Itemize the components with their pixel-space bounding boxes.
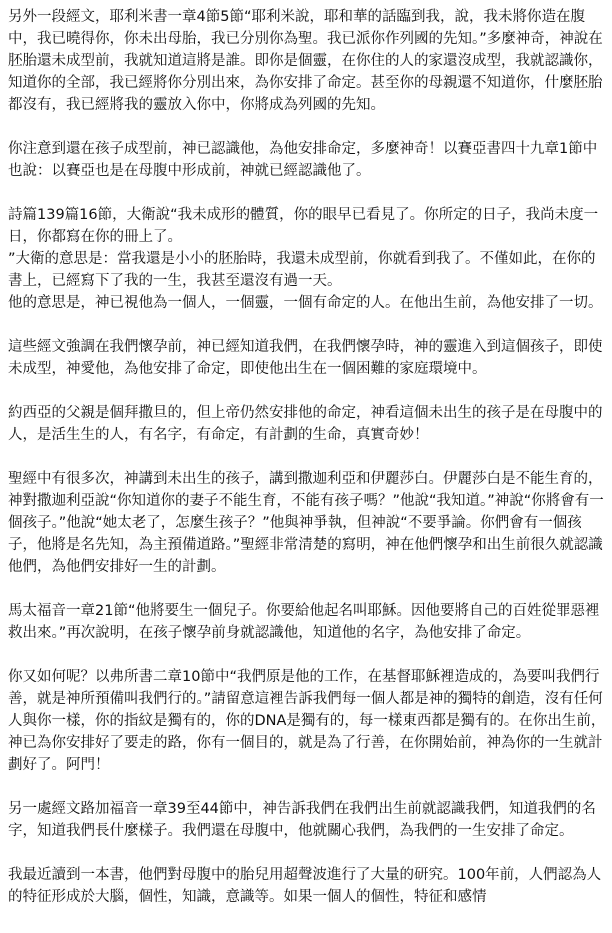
paragraph-ultrasound-book: 我最近讀到一本書，他們對母腹中的胎兒用超聲波進行了大量的研究。100年前，人們認為人的特征形成於大腦，個性，知識，意識等。如果一個人的個性，特征和感情 xyxy=(8,867,602,905)
paragraph-psalm-summary: 他的意思是，神已視他為一個人，一個靈，一個有命定的人。在他出生前，為他安排了一切。 xyxy=(8,295,603,311)
paragraph-isaiah: 你注意到還在孩子成型前，神已認識他，為他安排命定，多麼神奇！以賽亞書四十九章1節中也說：以賽亞也是在母腹中形成前，神就已經認識他了。 xyxy=(8,141,598,179)
paragraph-psalm-meaning: ”大衛的意思是：當我還是小小的胚胎時，我還未成型前，你就看到我了。不僅如此，在你的書上，已經寫下了我的一生，我甚至還沒有過一天。 xyxy=(8,251,596,289)
document-body xyxy=(8,6,608,930)
paragraph-conception: 這些經文強調在我們懷孕前，神已經知道我們，在我們懷孕時，神的靈進入到這個孩子，即使未成型，神愛他，為他安排了命定，即使他出生在一個困難的家庭環境中。 xyxy=(8,339,603,377)
paragraph-josiah: 約西亞的父親是個拜撒旦的，但上帝仍然安排他的命定，神看這個未出生的孩子是在母腹中的人，是活生生的人，有名字，有命定，有計劃的生命，真實奇妙！ xyxy=(8,405,603,443)
paragraph-matthew: 馬太福音一章21節“他將要生一個兒子。你要給他起名叫耶穌。因他要將自己的百姓從罪惡裡救出來。”再次說明，在孩子懷孕前身就認識他，知道他的名字，為他安排了命定。 xyxy=(8,603,600,641)
paragraph-ephesians: 你又如何呢？以弗所書二章10節中“我們原是他的工作，在基督耶穌裡造成的，為要叫我們行善，就是神所預備叫我們行的。”請留意這裡告訴我們每一個人都是神的獨特的創造，沒有任何人與你一樣，你的指紋是獨有的，你的DNA是獨有的，每一樣東西都是獨有的。在你出生前，神已為你安排好了要走的路，你有一個目的，就是為了行善，在你開始前，神為你的一生就計劃好了。阿門！ xyxy=(8,669,606,773)
paragraph-psalm-quote: 詩篇139篇16節，大衛說“我未成形的體質，你的眼早已看見了。你所定的日子，我尚未度一日，你都寫在你的冊上了。 xyxy=(8,207,599,245)
paragraph-zechariah-elizabeth: 聖經中有很多次，神講到未出生的孩子，講到撒迦利亞和伊麗莎白。伊麗莎白是不能生育的，神對撒迦利亞說“你知道你的妻子不能生育，不能有孩子嗎？”他說“我知道。”神說“你將會有一個孩子。”他說“她太老了，怎麼生孩子？”他與神爭執，但神說“不要爭論。你們會有一個孩子，他將是名先知，為主預備道路。”聖經非常清楚的寫明，神在他們懷孕和出生前很久就認識他們，為他們安排好一生的計劃。 xyxy=(8,471,604,575)
paragraph-jeremiah: 另外一段經文，耶利米書一章4節5節“耶利米說，耶和華的話臨到我，說，我未將你造在腹中，我已曉得你，你未出母胎，我已分別你為聖。我已派你作列國的先知。”多麼神奇，神說在胚胎還未成型前，我就知道這將是誰。即你是個靈，在你住的人的家還沒成型，我就認識你，知道你的全部，我已經將你分別出來，為你安排了命定。甚至你的母親還不知道你，什麼胚胎都沒有，我已經將我的靈放入你中，你將成為列國的先知。 xyxy=(8,9,603,113)
paragraph-luke: 另一處經文路加福音一章39至44節中，神告訴我們在我們出生前就認識我們，知道我們的名字，知道我們長什麼樣子。我們還在母腹中，他就關心我們，為我們的一生安排了命定。 xyxy=(8,801,596,839)
